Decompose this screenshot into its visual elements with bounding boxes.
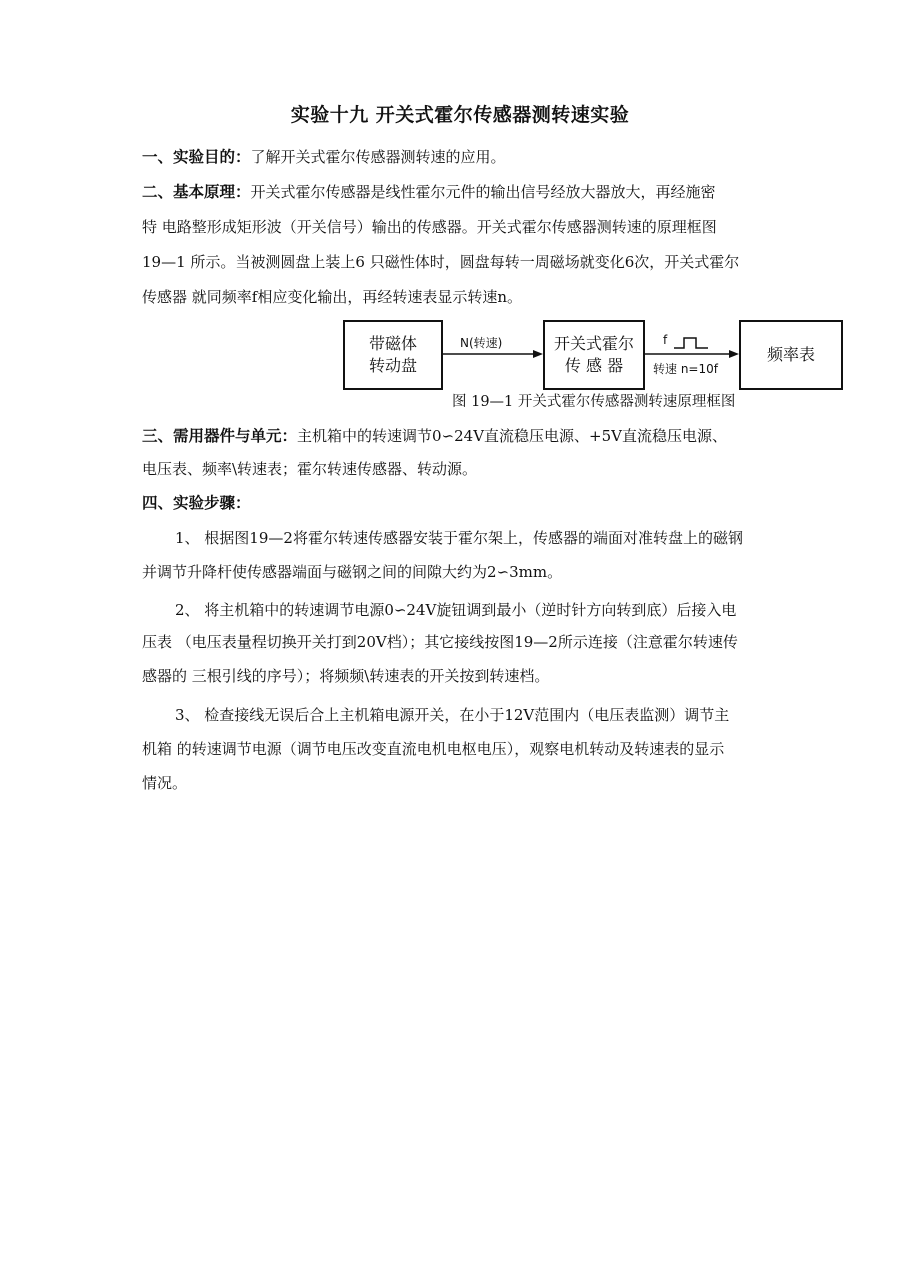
step3-line-3: 情况。 xyxy=(142,774,188,792)
steps-heading: 四、实验步骤： xyxy=(142,494,251,512)
step2-line-2: 压表 （电压表量程切换开关打到20V档）；其它接线按图19—2所示连接（注意霍尔转速传 xyxy=(142,633,738,651)
step3-line-1: 3、 检查接线无误后合上主机箱电源开关，在小于12V范围内（电压表监测）调节主 xyxy=(175,706,730,724)
principle-line-1 xyxy=(142,182,716,202)
equipment-line-2: 电压表、频率\转速表；霍尔转速传感器、转动源。 xyxy=(142,460,478,478)
frequency-meter-box xyxy=(739,320,843,390)
equipment-text-1: 主机箱中的转速调节0∽24V直流稳压电源、+5V直流稳压电源、 xyxy=(297,427,727,445)
arrow2-frequency-label: f xyxy=(663,333,668,347)
principle-line-4: 传感器 就同频率f相应变化输出，再经转速表显示转速n。 xyxy=(142,288,522,306)
equipment-heading: 三、需用器件与单元： xyxy=(142,427,298,445)
step2-line-1: 2、 将主机箱中的转速调节电源0∽24V旋钮调到最小（逆时针方向转到底）后接入电 xyxy=(175,601,737,619)
rotating-disk-label-2: 转动盘 xyxy=(368,356,417,375)
principle-text-1: 开关式霍尔传感器是线性霍尔元件的输出信号经放大器放大，再经施密 xyxy=(250,183,716,201)
frequency-meter-label: 频率表 xyxy=(766,345,815,364)
rotating-disk-label-1: 带磁体 xyxy=(368,334,417,353)
step2-line-3: 感器的 三根引线的序号）；将频频\转速表的开关按到转速档。 xyxy=(142,667,550,685)
principle-line-2: 特 电路整形成矩形波（开关信号）输出的传感器。开关式霍尔传感器测转速的原理框图 xyxy=(142,218,717,236)
arrow2-head xyxy=(729,350,739,358)
hall-sensor-label-2: 传 感 器 xyxy=(564,356,624,375)
arrow1-head xyxy=(533,350,543,358)
purpose-paragraph xyxy=(142,147,506,167)
arrow1-label: N(转速) xyxy=(460,336,503,350)
equipment-line-1 xyxy=(142,426,727,446)
purpose-heading: 一、实验目的： xyxy=(142,148,251,166)
step3-line-2: 机箱 的转速调节电源（调节电压改变直流电机电枢电压），观察电机转动及转速表的显示 xyxy=(142,740,725,758)
step1-line-1: 1、 根据图19—2将霍尔转速传感器安装于霍尔架上，传感器的端面对准转盘上的磁钢 xyxy=(175,529,743,547)
pulse-waveform-icon xyxy=(674,338,708,348)
purpose-text: 了解开关式霍尔传感器测转速的应用。 xyxy=(250,148,506,166)
principle-heading: 二、基本原理： xyxy=(142,183,251,201)
step1-line-2: 并调节升降杆使传感器端面与磁钢之间的间隙大约为2∽3mm。 xyxy=(142,563,563,581)
hall-sensor-label-1: 开关式霍尔 xyxy=(553,334,634,353)
steps-heading-line xyxy=(142,493,251,513)
hall-sensor-box xyxy=(543,320,645,390)
arrow2-speed-label: 转速 n=10f xyxy=(653,362,718,376)
principle-line-3: 19—1 所示。当被测圆盘上装上6 只磁性体时，圆盘每转一周磁场就变化6次，开关式霍尔 xyxy=(142,253,740,271)
figure-caption: 图 19—1 开关式霍尔传感器测转速原理框图 xyxy=(452,394,736,410)
page-title: 实验十九 开关式霍尔传感器测转速实验 xyxy=(290,104,630,126)
